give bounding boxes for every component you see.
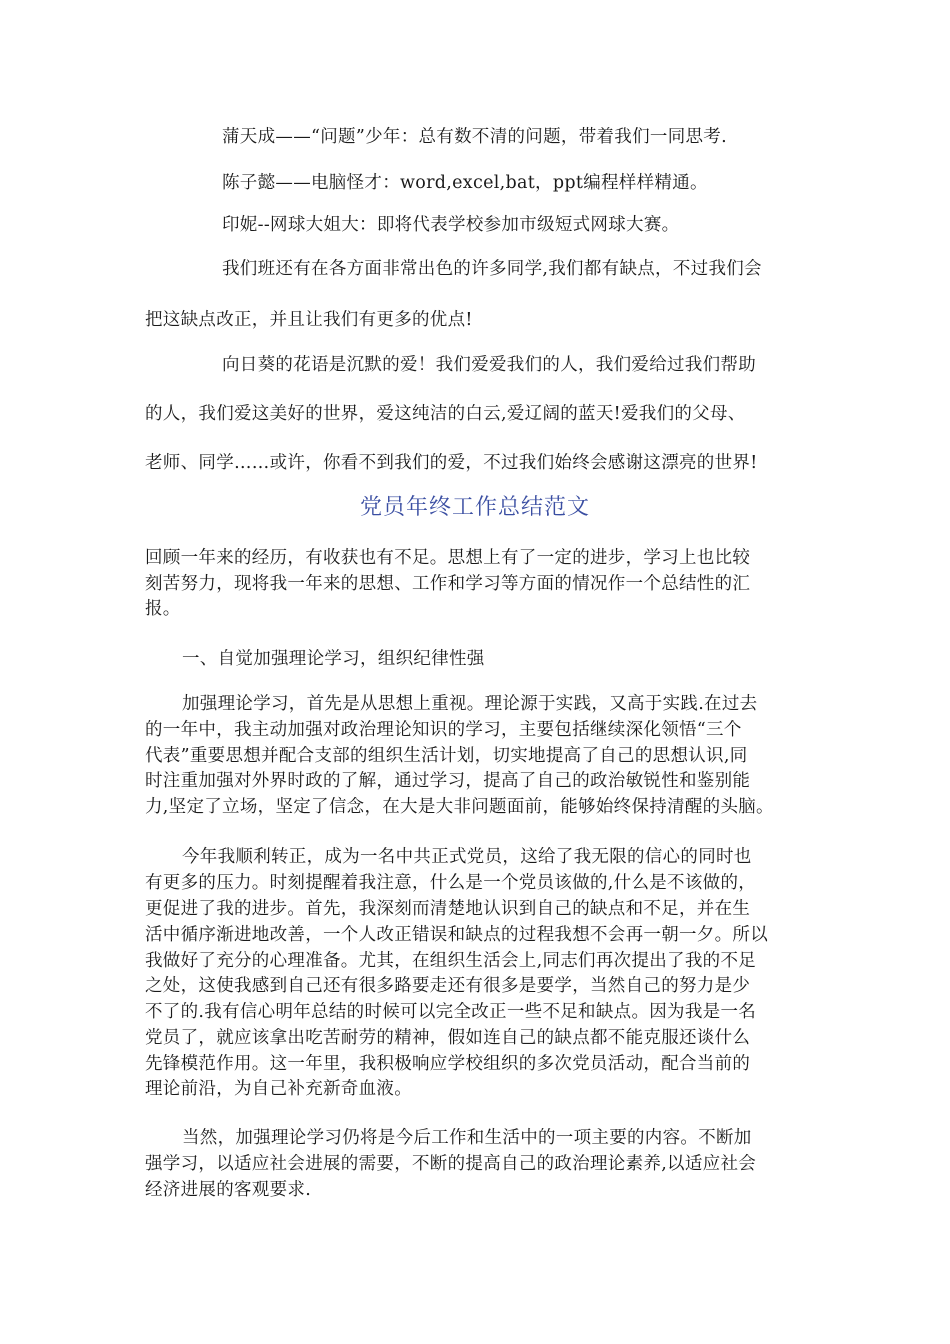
- para1-line: 力,坚定了立场，坚定了信念，在大是大非问题面前，能够始终保持清醒的头脑。: [145, 797, 774, 817]
- para1-line: 时注重加强对外界时政的了解，通过学习，提高了自己的政治敏锐性和鉴别能: [145, 771, 751, 791]
- intro-line: 把这缺点改正，并且让我们有更多的优点!: [145, 310, 473, 330]
- lead-line: 回顾一年来的经历，有收获也有不足。思想上有了一定的进步，学习上也比较: [145, 548, 751, 568]
- intro-line: 的人，我们爱这美好的世界，爱这纯洁的白云,爱辽阔的蓝天!爱我们的父母、: [145, 404, 746, 424]
- para1-line: 的一年中，我主动加强对政治理论知识的学习，主要包括继续深化领悟“三个: [145, 720, 742, 740]
- intro-line: 陈子懿——电脑怪才：word,excel,bat，ppt编程样样精通。: [222, 173, 708, 193]
- para3-line: 强学习，以适应社会进展的需要，不断的提高自己的政治理论素养,以适应社会: [145, 1154, 757, 1174]
- para2-line: 先锋模范作用。这一年里，我积极响应学校组织的多次党员活动，配合当前的: [145, 1054, 751, 1074]
- para2-line: 我做好了充分的心理准备。尤其，在组织生活会上,同志们再次提出了我的不足: [145, 951, 757, 971]
- intro-line: 蒲天成——“问题”少年：总有数不清的问题，带着我们一同思考.: [222, 127, 727, 147]
- para3-line: 经济进展的客观要求.: [145, 1180, 312, 1200]
- para2-line: 之处，这使我感到自己还有很多路要走还有很多是要学，当然自己的努力是少: [145, 976, 751, 996]
- lead-line: 报。: [145, 599, 181, 619]
- intro-line: 我们班还有在各方面非常出色的许多同学,我们都有缺点，不过我们会: [222, 259, 762, 279]
- para2-line: 今年我顺利转正，成为一名中共正式党员，这给了我无限的信心的同时也: [182, 847, 752, 867]
- para1-line: 加强理论学习，首先是从思想上重视。理论源于实践，又高于实践.在过去: [182, 694, 758, 714]
- para2-line: 党员了，就应该拿出吃苦耐劳的精神，假如连自己的缺点都不能克服还谈什么: [145, 1028, 751, 1048]
- para2-line: 更促进了我的进步。首先，我深刻而清楚地认识到自己的缺点和不足，并在生: [145, 899, 751, 919]
- para2-line: 有更多的压力。时刻提醒着我注意，什么是一个党员该做的,什么是不该做的，: [145, 873, 757, 893]
- para3-line: 当然，加强理论学习仍将是今后工作和生活中的一项主要的内容。不断加: [182, 1128, 752, 1148]
- intro-line: 印妮--网球大姐大：即将代表学校参加市级短式网球大赛。: [222, 215, 680, 235]
- para2-line: 不了的.我有信心明年总结的时候可以完全改正一些不足和缺点。因为我是一名: [145, 1002, 757, 1022]
- intro-line: 老师、同学……或许，你看不到我们的爱，不过我们始终会感谢这漂亮的世界!: [145, 453, 758, 473]
- intro-line: 向日葵的花语是沉默的爱！我们爱爱我们的人，我们爱给过我们帮助: [222, 355, 756, 375]
- para2-line: 活中循序渐进地改善，一个人改正错误和缺点的过程我想不会再一朝一夕。所以: [145, 925, 768, 945]
- article-title: 党员年终工作总结范文: [359, 495, 590, 520]
- para1-line: 代表”重要思想并配合支部的组织生活计划，切实地提高了自己的思想认识,同: [145, 746, 748, 766]
- para2-line: 理论前沿，为自己补充新奇血液。: [145, 1079, 412, 1099]
- lead-line: 刻苦努力，现将我一年来的思想、工作和学习等方面的情况作一个总结性的汇: [145, 574, 751, 594]
- section-heading: 一、自觉加强理论学习，组织纪律性强: [182, 649, 485, 669]
